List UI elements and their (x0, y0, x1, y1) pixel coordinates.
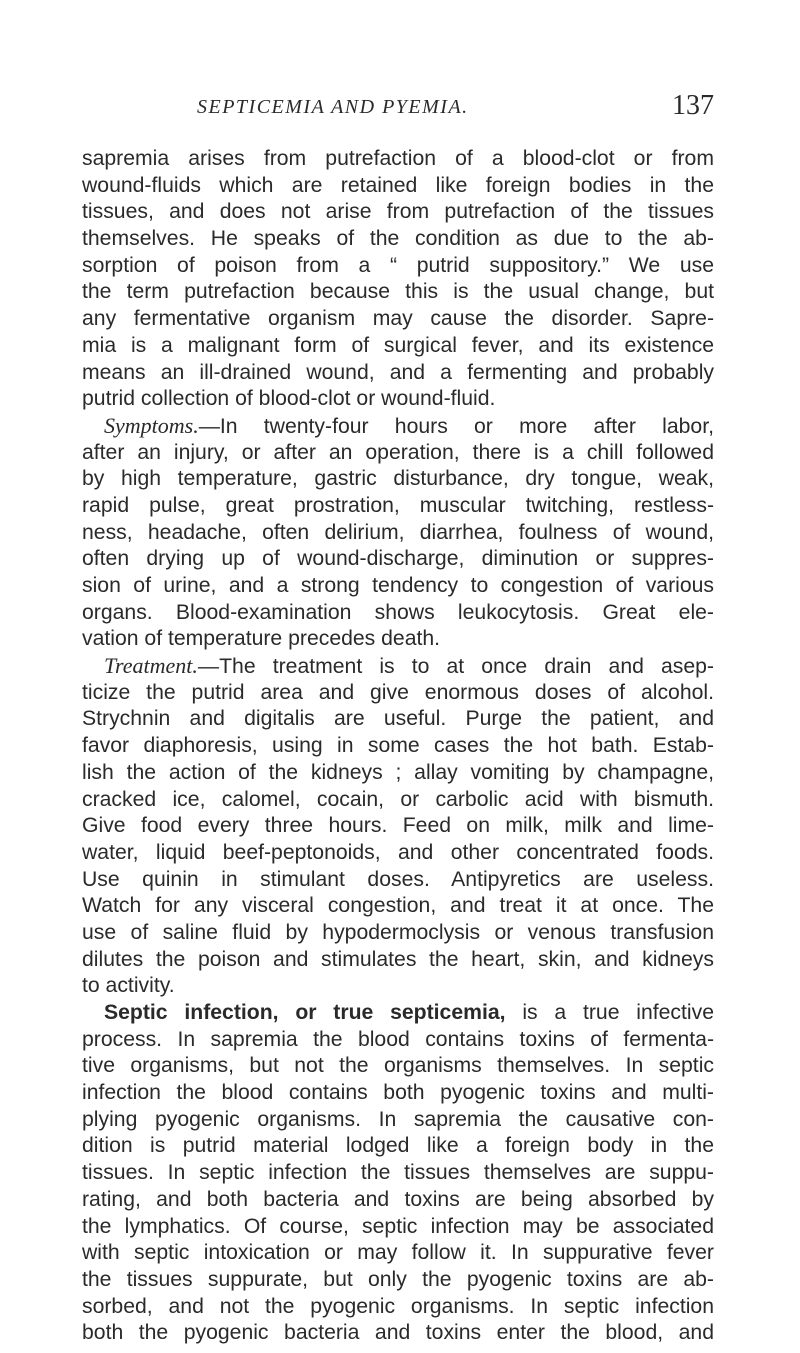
text-line (82, 1000, 714, 1027)
text-line: mia is a malignant form of surgical fever, and its existence (82, 333, 714, 357)
text-line: infection the blood contains both pyogenic toxins and multi- (82, 1081, 714, 1105)
text-line: ness, headache, often delirium, diarrhea, foulness of wound, (82, 520, 714, 544)
text-line: the tissues suppurate, but only the pyogenic toxins are ab- (82, 1267, 714, 1291)
text-run: —The treatment is to at once drain and asep- (197, 655, 714, 679)
text-line: by high temperature, gastric disturbance, dry tongue, weak, (82, 467, 714, 491)
text-run: is a true infective (505, 1001, 714, 1024)
text-line: ticize the putrid area and give enormous doses of alcohol. (82, 680, 714, 704)
text-line: themselves. He speaks of the condition as due to the ab- (82, 227, 714, 251)
text-line: putrid collection of blood-clot or wound-fluid. (82, 387, 496, 411)
text-line: water, liquid beef-peptonoids, and other concentrated foods. (82, 840, 714, 864)
text-line: process. In sapremia the blood contains toxins of fermenta- (82, 1027, 714, 1051)
text-line: organs. Blood-examination shows leukocytosis. Great ele- (82, 600, 714, 624)
section-heading-symptoms: Symptoms. (104, 412, 199, 438)
text-line: rapid pulse, great prostration, muscular twitching, restless- (82, 493, 714, 517)
text-line: use of saline fluid by hypodermoclysis or venous transfusion (82, 920, 714, 944)
text-line: the lymphatics. Of course, septic infection may be associated (82, 1214, 714, 1238)
text-line: tissues. In septic infection the tissues themselves are suppu- (82, 1161, 714, 1185)
text-line: both the pyogenic bacteria and toxins enter the blood, and (82, 1321, 714, 1345)
body-text (82, 146, 714, 1347)
section-heading-septic-infection: Septic infection, or true septicemia, (104, 1001, 506, 1024)
text-line: often drying up of wound-discharge, diminution or suppres- (82, 547, 714, 571)
text-line: wound-fluids which are retained like foreign bodies in the (82, 173, 714, 197)
text-line: sion of urine, and a strong tendency to congestion of various (82, 574, 714, 597)
text-line: tive organisms, but not the organisms themselves. In septic (82, 1054, 714, 1078)
text-line: plying pyogenic organisms. In sapremia the causative con- (82, 1107, 714, 1131)
paragraph-septic-infection (82, 1000, 714, 1347)
text-line: with septic intoxication or may follow it. In suppurative fever (82, 1241, 714, 1265)
text-line: after an injury, or after an operation, there is a chill followed (82, 440, 714, 464)
text-line: sapremia arises from putrefaction of a blood-clot or from (82, 147, 714, 170)
text-line (82, 413, 714, 440)
paragraph-sapremia (82, 146, 714, 413)
text-line: to activity. (82, 974, 175, 998)
text-line: Strychnin and digitalis are useful. Purge the patient, and (82, 707, 714, 731)
text-line: rating, and both bacteria and toxins are being absorbed by (82, 1187, 714, 1211)
text-line: dilutes the poison and stimulates the heart, skin, and kidneys (82, 947, 714, 971)
text-line: dition is putrid material lodged like a foreign body in the (82, 1134, 714, 1158)
text-line: means an ill-drained wound, and a fermenting and probably (82, 360, 714, 384)
text-line: cracked ice, calomel, cocain, or carbolic acid with bismuth. (82, 787, 714, 811)
section-heading-treatment: Treatment. (104, 653, 198, 679)
text-line: favor diaphoresis, using in some cases the hot bath. Estab- (82, 734, 714, 758)
text-line: any fermentative organism may cause the disorder. Sapre- (82, 307, 714, 331)
text-line: Use quinin in stimulant doses. Antipyretics are useless. (82, 867, 714, 891)
text-line: Watch for any visceral congestion, and treat it at once. The (82, 894, 714, 918)
text-line: lish the action of the kidneys ; allay vomiting by champagne, (82, 760, 714, 784)
text-run: —In twenty-four hours or more after labor, (198, 414, 714, 438)
text-line: the term putrefaction because this is the usual change, but (82, 280, 714, 304)
running-head (82, 90, 714, 130)
text-line: sorbed, and not the pyogenic organisms. In septic infection (82, 1294, 714, 1318)
text-line: Give food every three hours. Feed on milk, milk and lime- (82, 814, 714, 838)
text-line: sorption of poison from a “ putrid suppository.” We use (82, 253, 714, 277)
text-line: tissues, and does not arise from putrefaction of the tissues (82, 200, 714, 224)
text-line: vation of temperature precedes death. (82, 627, 441, 651)
text-line (82, 653, 714, 680)
page-number: 137 (672, 90, 714, 121)
paragraph-symptoms (82, 413, 714, 653)
paragraph-treatment (82, 653, 714, 1000)
running-title: SEPTICEMIA AND PYEMIA. (197, 96, 469, 118)
